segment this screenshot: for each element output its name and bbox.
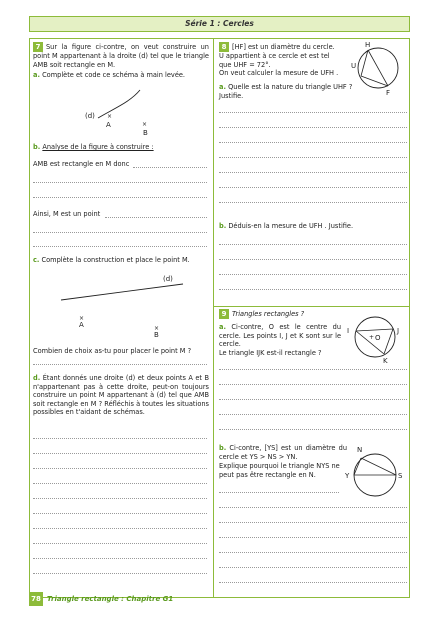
- answer-line: [219, 492, 339, 493]
- ex8-label-H: H: [365, 41, 371, 49]
- answer-line: [219, 127, 407, 128]
- ex9-label-J: J: [397, 327, 400, 335]
- answer-line: [133, 167, 207, 168]
- answer-line: [219, 202, 407, 203]
- svg-text:+: +: [369, 334, 375, 341]
- ex8-label-U: U: [351, 62, 357, 70]
- answer-line: [219, 537, 407, 538]
- ex9-label-Y: Y: [345, 472, 350, 480]
- chapter-title: Triangle rectangle : Chapitre G1: [47, 595, 174, 603]
- fig1-label-B: B: [143, 129, 148, 137]
- ex9-title: 9 Triangles rectangles ?: [219, 309, 407, 319]
- fig1-label-d: (d): [85, 112, 95, 120]
- answer-line: [33, 483, 207, 484]
- answer-line: [33, 468, 207, 469]
- ex9-figure-circle-a: [345, 311, 405, 365]
- svg-text:×: ×: [142, 121, 148, 128]
- answer-line: [219, 507, 407, 508]
- answer-line: [33, 364, 207, 365]
- answer-line: [33, 232, 207, 233]
- answer-line: [219, 289, 407, 290]
- answer-line: [219, 582, 407, 583]
- answer-line: [219, 429, 407, 430]
- answer-line: [219, 172, 407, 173]
- ex9-b-question: Explique pourquoi le triangle NYS ne peut pas être rectangle en N.: [219, 462, 340, 479]
- page-number: 78: [29, 592, 43, 606]
- ex7-intro: 7 Sur la figure ci-contre, on veut construire un point M appartenant à la droite (d) tel que le triangle AMB soit rectangle en M.: [33, 43, 209, 69]
- ex8-label-F: F: [386, 89, 391, 97]
- answer-line: [33, 182, 207, 183]
- answer-line: [219, 384, 407, 385]
- answer-line: [33, 558, 207, 559]
- answer-line: [219, 369, 407, 370]
- ex7-amb-text: AMB est rectangle en M donc: [33, 160, 130, 168]
- answer-line: [33, 573, 207, 574]
- ex9-a-question: Le triangle IJK est-il rectangle ?: [219, 349, 322, 357]
- ex7-b: b. Analyse de la figure à construire :: [33, 143, 154, 151]
- svg-text:×: ×: [79, 315, 85, 322]
- answer-line: [33, 498, 207, 499]
- fig2-label-B: B: [154, 331, 159, 339]
- column-divider: [213, 38, 214, 598]
- answer-line: [33, 453, 207, 454]
- answer-line: [33, 197, 207, 198]
- answer-line: [219, 244, 407, 245]
- answer-line: [33, 438, 207, 439]
- ex9-label-N: N: [357, 446, 363, 454]
- ex7-number: 7: [33, 42, 43, 52]
- answer-line: [219, 414, 407, 415]
- answer-line: [219, 259, 407, 260]
- ex9-figure-circle-b: [342, 442, 408, 508]
- fig2-label-d: (d): [163, 275, 173, 283]
- svg-text:×: ×: [154, 325, 160, 332]
- ex9-label-O: O: [375, 334, 381, 342]
- answer-line: [219, 399, 407, 400]
- ex8-figure-circle: [348, 38, 408, 98]
- ex7-combien-text: Combien de choix as-tu pour placer le point M ?: [33, 347, 192, 355]
- svg-text:×: ×: [107, 113, 113, 120]
- answer-line: [33, 543, 207, 544]
- ex8-number: 8: [219, 42, 229, 52]
- answer-line: [33, 528, 207, 529]
- ex7-figure-freehand: [80, 80, 180, 140]
- ex8-b: b. Déduis-en la mesure de UFH . Justifie.: [219, 222, 354, 230]
- ex9-a: a. Ci-contre, O est le centre du cercle. Les points I, J et K sont sur le cercle.: [219, 323, 341, 349]
- answer-line: [219, 552, 407, 553]
- ex7-ainsi-text: Ainsi, M est un point: [33, 210, 101, 218]
- answer-line: [219, 187, 407, 188]
- ex7-figure-construction: [55, 270, 205, 340]
- exercise-separator: [214, 306, 410, 307]
- ex7-d: d. Étant donnés une droite (d) et deux points A et B n'appartenant pas à cette droite, peut-on toujours construire un point M appartenant à (d) tel que AMB soit rectangle en M ? Réfléchis à toutes les situations possibles en t'aidant de schémas.: [33, 374, 209, 417]
- answer-line: [33, 513, 207, 514]
- series-title: Série 1 : Cercles: [29, 16, 410, 32]
- ex8-intro: 8 [HF] est un diamètre du cercle. U appartient à ce cercle et est tel que UHF = 72°. On veut calculer la mesure de UFH .: [219, 43, 339, 78]
- answer-line: [219, 157, 407, 158]
- answer-line: [219, 522, 407, 523]
- ex9-label-K: K: [383, 357, 388, 365]
- ex9-number: 9: [219, 309, 229, 319]
- ex9-b: b. Ci-contre, [YS] est un diamètre du cercle et YS > NS > YN.: [219, 444, 347, 461]
- answer-line: [219, 567, 407, 568]
- answer-line: [219, 274, 407, 275]
- fig2-label-A: A: [79, 321, 84, 329]
- ex8-a: a. Quelle est la nature du triangle UHF ? Justifie.: [219, 83, 353, 100]
- answer-line: [33, 246, 207, 247]
- ex7-c: c. Complète la construction et place le point M.: [33, 256, 190, 264]
- answer-line: [105, 217, 207, 218]
- ex7-a: a. Complète et code ce schéma à main levée.: [33, 71, 186, 79]
- answer-line: [219, 112, 407, 113]
- answer-line: [219, 142, 407, 143]
- ex9-label-S: S: [398, 472, 403, 480]
- fig1-label-A: A: [106, 121, 111, 129]
- ex9-label-I: I: [347, 327, 350, 335]
